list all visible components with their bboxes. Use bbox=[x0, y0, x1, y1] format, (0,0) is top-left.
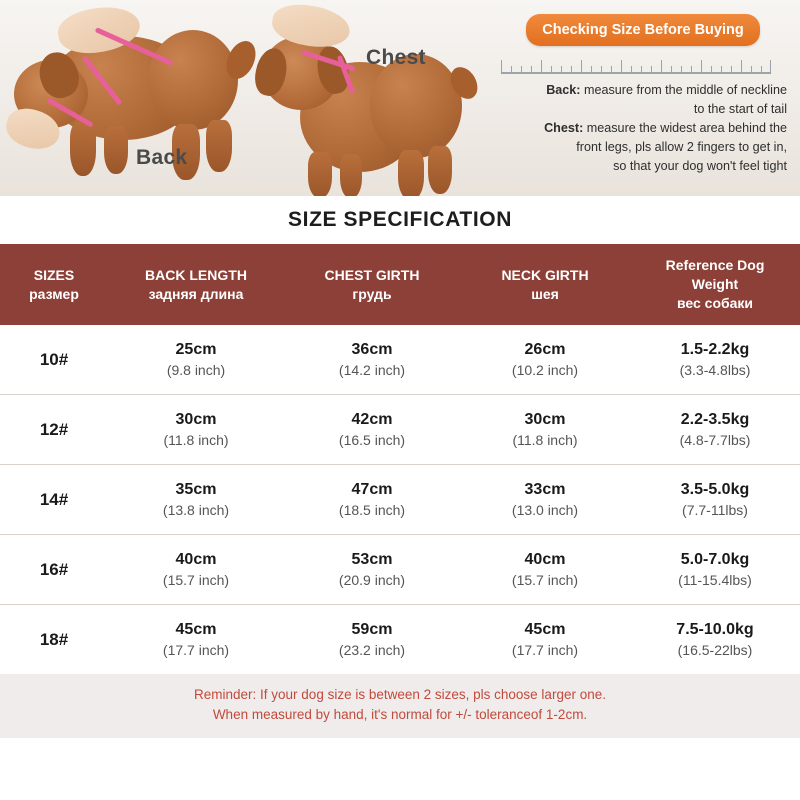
value-kg: 1.5-2.2kg bbox=[680, 341, 750, 358]
header-neck-girth bbox=[460, 244, 630, 325]
value-inch: (13.8 inch) bbox=[162, 502, 230, 518]
note-back-line1 bbox=[497, 82, 789, 99]
cell-neck-girth bbox=[460, 395, 630, 465]
reminder-line-2: When measured by hand, it's normal for +/- toleranceof 1-2cm. bbox=[212, 707, 588, 722]
cell-size: 14# bbox=[0, 465, 108, 535]
cell-dog-weight bbox=[630, 465, 800, 535]
header-sizes bbox=[0, 244, 108, 325]
value-cm: 45cm bbox=[524, 621, 566, 638]
header-back-length bbox=[108, 244, 284, 325]
value-cm: 26cm bbox=[524, 341, 566, 358]
cell-neck-girth bbox=[460, 605, 630, 675]
cell-back-length bbox=[108, 465, 284, 535]
hero-label-chest: Chest bbox=[366, 46, 426, 69]
cell-back-length bbox=[108, 535, 284, 605]
cell-dog-weight bbox=[630, 325, 800, 395]
value-lbs: (11-15.4lbs) bbox=[678, 572, 752, 588]
cell-back-length bbox=[108, 395, 284, 465]
header-chest-girth bbox=[284, 244, 460, 325]
value-lbs: (4.8-7.7lbs) bbox=[679, 432, 751, 448]
value-kg: 7.5-10.0kg bbox=[676, 621, 754, 638]
checking-size-badge: Checking Size Before Buying bbox=[526, 14, 759, 46]
table-row bbox=[0, 535, 800, 605]
size-specification-table bbox=[0, 244, 800, 674]
note-back-text: measure from the middle of neckline bbox=[580, 83, 787, 97]
value-inch: (11.8 inch) bbox=[512, 432, 578, 448]
value-cm: 35cm bbox=[175, 481, 217, 498]
note-chest-line2: front legs, pls allow 2 fingers to get in, bbox=[576, 140, 787, 154]
note-chest-text: measure the widest area behind the bbox=[583, 121, 787, 135]
table-row bbox=[0, 465, 800, 535]
table-row bbox=[0, 325, 800, 395]
value-inch: (13.0 inch) bbox=[511, 502, 579, 518]
cell-chest-girth bbox=[284, 605, 460, 675]
reminder-banner bbox=[0, 674, 800, 738]
value-inch: (23.2 inch) bbox=[338, 642, 406, 658]
header-weight-en1: Reference Dog bbox=[665, 257, 765, 273]
value-cm: 30cm bbox=[175, 411, 217, 428]
header-weight-en2: Weight bbox=[691, 276, 739, 292]
note-chest-label: Chest: bbox=[544, 121, 584, 135]
note-chest-line1 bbox=[497, 120, 789, 137]
cell-neck-girth bbox=[460, 465, 630, 535]
cell-size: 16# bbox=[0, 535, 108, 605]
cell-neck-girth bbox=[460, 535, 630, 605]
header-neck-ru: шея bbox=[531, 285, 559, 302]
header-back-en: BACK LENGTH bbox=[145, 266, 247, 283]
header-weight-ru: вес собаки bbox=[676, 295, 754, 311]
cell-chest-girth bbox=[284, 395, 460, 465]
table-header-row bbox=[0, 244, 800, 325]
value-cm: 40cm bbox=[524, 551, 566, 568]
cell-chest-girth bbox=[284, 535, 460, 605]
note-back-line2: to the start of tail bbox=[693, 102, 787, 116]
value-inch: (20.9 inch) bbox=[338, 572, 406, 588]
page-title: SIZE SPECIFICATION bbox=[0, 196, 800, 244]
value-kg: 3.5-5.0kg bbox=[680, 481, 750, 498]
value-inch: (11.8 inch) bbox=[163, 432, 229, 448]
value-cm: 30cm bbox=[524, 411, 566, 428]
note-back-label: Back: bbox=[546, 83, 581, 97]
value-inch: (14.2 inch) bbox=[338, 362, 406, 378]
value-lbs: (16.5-22lbs) bbox=[677, 642, 753, 658]
table-row bbox=[0, 395, 800, 465]
value-cm: 45cm bbox=[175, 621, 217, 638]
value-inch: (15.7 inch) bbox=[162, 572, 230, 588]
header-chest-ru: грудь bbox=[352, 285, 392, 302]
value-inch: (17.7 inch) bbox=[511, 642, 579, 658]
value-cm: 36cm bbox=[351, 341, 393, 358]
measure-info-panel bbox=[497, 14, 789, 177]
header-sizes-en: SIZES bbox=[33, 266, 75, 283]
value-cm: 53cm bbox=[351, 551, 393, 568]
cell-chest-girth bbox=[284, 465, 460, 535]
header-chest-en: CHEST GIRTH bbox=[324, 266, 420, 283]
header-neck-en: NECK GIRTH bbox=[501, 266, 589, 283]
header-sizes-ru: размер bbox=[29, 285, 79, 302]
value-cm: 33cm bbox=[524, 481, 566, 498]
value-inch: (9.8 inch) bbox=[166, 362, 226, 378]
cell-size: 12# bbox=[0, 395, 108, 465]
value-inch: (15.7 inch) bbox=[511, 572, 579, 588]
cell-chest-girth bbox=[284, 325, 460, 395]
value-lbs: (3.3-4.8lbs) bbox=[679, 362, 751, 378]
cell-dog-weight bbox=[630, 535, 800, 605]
ruler-graphic bbox=[501, 56, 771, 74]
value-cm: 59cm bbox=[351, 621, 393, 638]
hero-banner bbox=[0, 0, 800, 196]
table-row bbox=[0, 605, 800, 675]
cell-size: 18# bbox=[39, 629, 69, 649]
cell-dog-weight bbox=[630, 395, 800, 465]
value-cm: 42cm bbox=[351, 411, 393, 428]
cell-back-length bbox=[108, 325, 284, 395]
hero-label-back: Back bbox=[136, 146, 188, 169]
value-inch: (18.5 inch) bbox=[338, 502, 406, 518]
value-inch: (10.2 inch) bbox=[511, 362, 579, 378]
value-cm: 47cm bbox=[351, 481, 393, 498]
value-cm: 25cm bbox=[175, 341, 217, 358]
header-dog-weight bbox=[630, 244, 800, 325]
cell-dog-weight bbox=[630, 605, 800, 675]
value-inch: (16.5 inch) bbox=[338, 432, 406, 448]
value-inch: (17.7 inch) bbox=[162, 642, 230, 658]
cell-back-length bbox=[108, 605, 284, 675]
cell-neck-girth bbox=[460, 325, 630, 395]
value-kg: 5.0-7.0kg bbox=[680, 551, 750, 568]
value-lbs: (7.7-11lbs) bbox=[682, 502, 748, 518]
header-back-ru: задняя длина bbox=[148, 285, 244, 302]
note-chest-line3: so that your dog won't feel tight bbox=[613, 159, 787, 173]
cell-size: 10# bbox=[0, 325, 108, 395]
value-kg: 2.2-3.5kg bbox=[680, 411, 750, 428]
reminder-line-1: Reminder: If your dog size is between 2 sizes, pls choose larger one. bbox=[194, 687, 606, 702]
value-cm: 40cm bbox=[175, 551, 217, 568]
